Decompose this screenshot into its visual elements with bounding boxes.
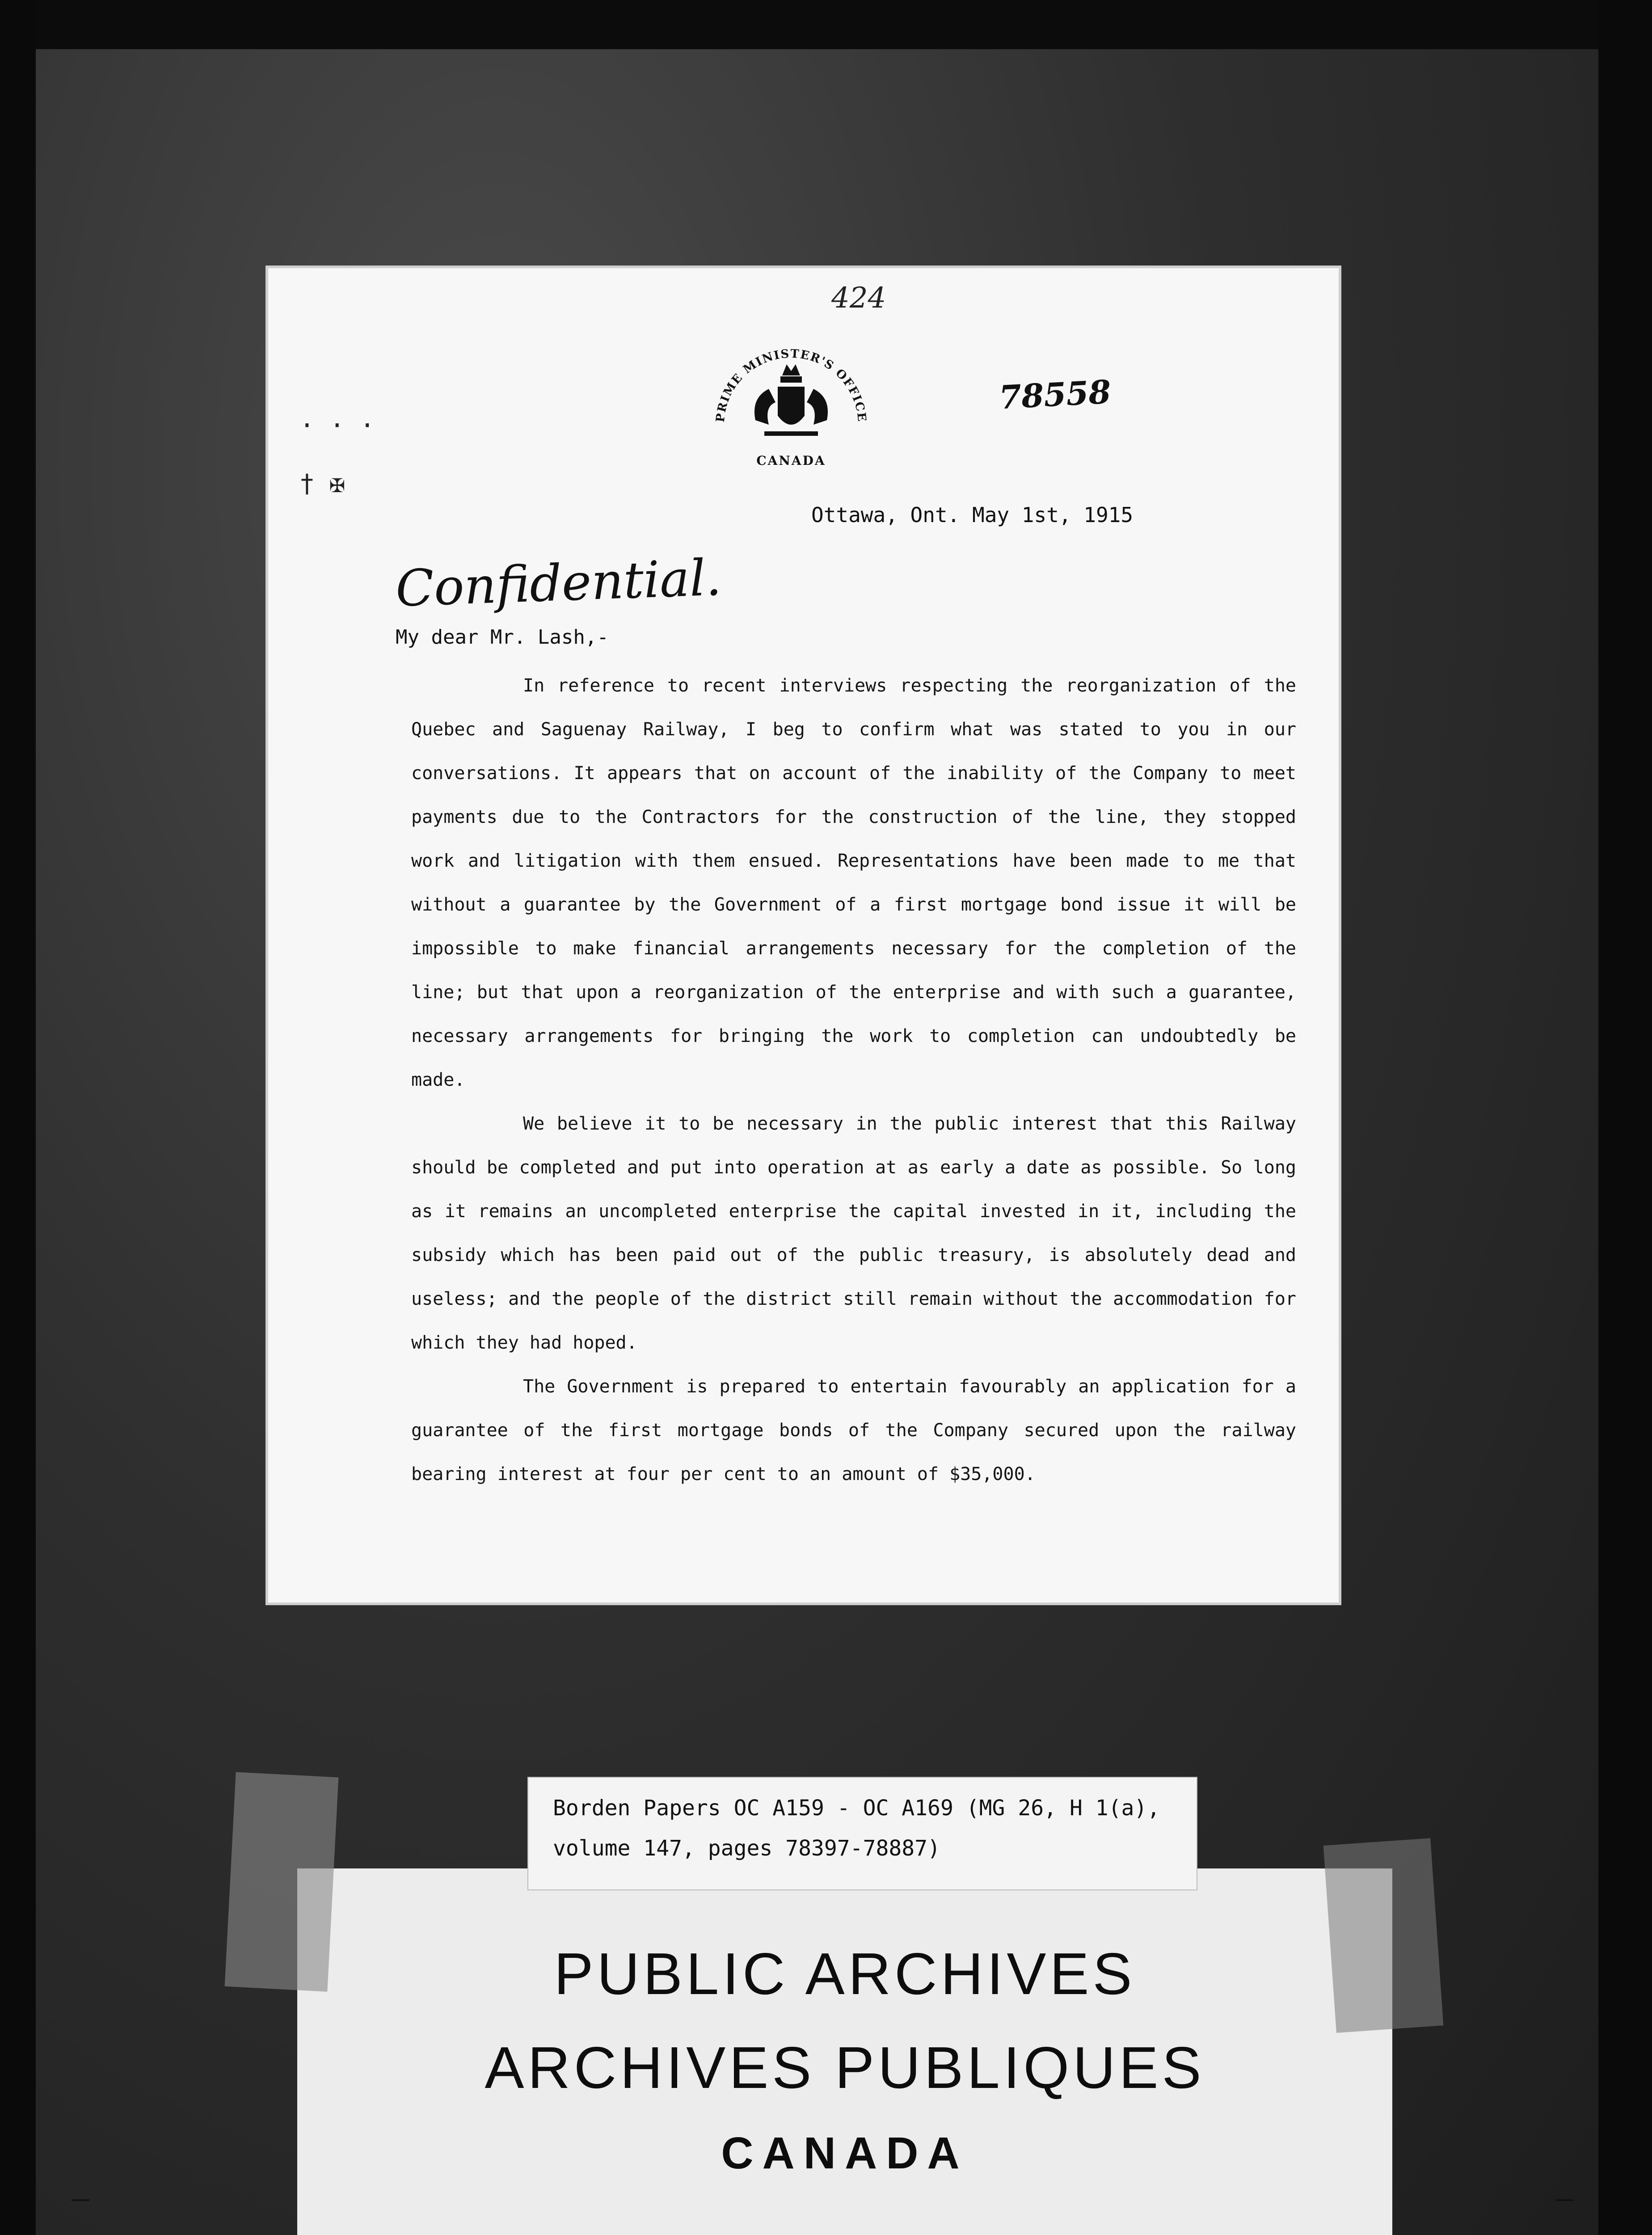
crest-bottom-text: CANADA (756, 453, 826, 468)
reference-label-line1: Borden Papers OC A159 - OC A169 (MG 26, H 1(a), (553, 1796, 1160, 1821)
paragraph: We believe it to be necessary in the public interest that this Railway should be completed and put into operation at as early a date as possible. So long as it remains an uncompleted enterprise the capital invested in it, including the subsidy which has been paid out of the public treasury, is absolutely dead and useless; and the people of the district still remain without the accommodation for which they had hoped. (411, 1113, 1296, 1353)
film-right-edge (1598, 0, 1652, 2235)
margin-marks: · · · † ✠ (299, 411, 375, 498)
crest-arc-text: PRIME MINISTER'S OFFICE (713, 347, 869, 423)
crest-icon (697, 344, 885, 478)
paragraph: The Government is prepared to entertain favourably an application for a guarantee of the first mortgage bonds of the Company secured upon the railway bearing interest at four per cent to an amount of $35,000. (411, 1376, 1296, 1484)
corner-tick-left (72, 2190, 89, 2201)
salutation: My dear Mr. Lash,- (396, 626, 609, 649)
letter-body (411, 664, 1296, 1496)
handwritten-note: Confidential. (394, 548, 723, 618)
archive-title-country: CANADA (721, 2128, 969, 2178)
letter-page (268, 268, 1339, 1602)
folio-number: 424 (831, 282, 886, 315)
reference-label-line2: volume 147, pages 78397-78887) (553, 1836, 940, 1861)
document-number: 78558 (998, 372, 1112, 417)
date-line: Ottawa, Ont. May 1st, 1915 (811, 503, 1134, 527)
film-top-edge (0, 0, 1652, 49)
archive-title-french: ARCHIVES PUBLIQUES (485, 2035, 1205, 2100)
corner-tick-right (1555, 2190, 1573, 2201)
reference-label (527, 1777, 1197, 1890)
film-left-edge (0, 0, 36, 2235)
archive-title-card (297, 1868, 1392, 2235)
archive-title-english: PUBLIC ARCHIVES (554, 1941, 1136, 2007)
paragraph: In reference to recent interviews respecting the reorganization of the Quebec and Saguenay Railway, I beg to confirm what was stated to you in our conversations. It appears that on account of the inability of the Company to meet payments due to the Contractors for the construction of the line, they stopped work and litigation with them ensued. Representations have been made to me that without a guarantee by the Government of a first mortgage bond issue it will be impossible to make financial arrangements necessary for the completion of the line; but that upon a reorganization of the enterprise and with such a guarantee, necessary arrangements for bringing the work to completion can undoubtedly be made. (411, 675, 1296, 1090)
